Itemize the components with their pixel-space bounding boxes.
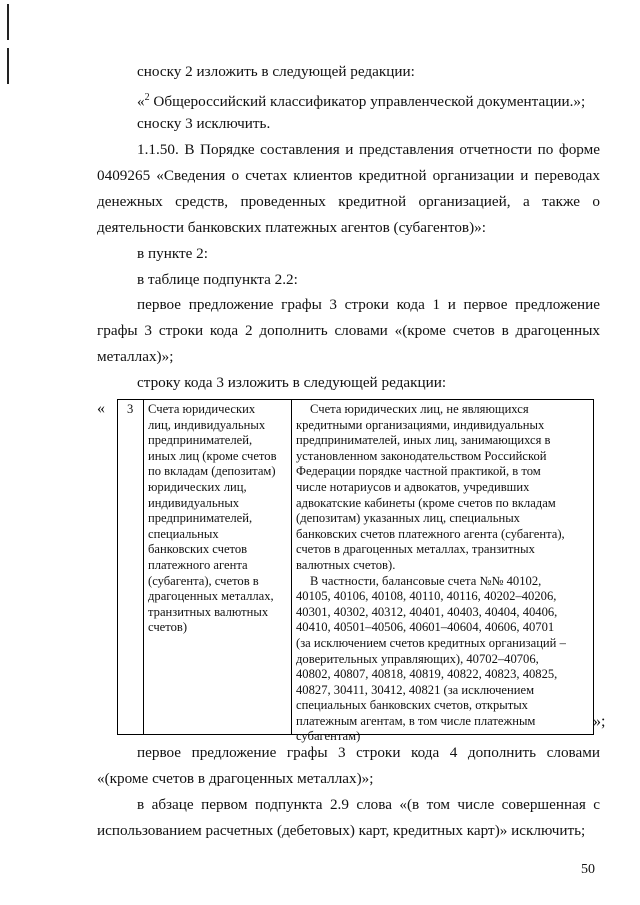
- open-quote: «: [137, 93, 145, 111]
- margin-bar-top: [7, 4, 9, 40]
- margin-bar-middle: [7, 48, 9, 84]
- table-cell-accounts: [296, 402, 588, 745]
- paragraph-9-line-2: «(кроме счетов в драгоценных металлах)»;: [97, 770, 374, 787]
- table-divider-1: [143, 400, 144, 734]
- code-table: [117, 399, 594, 744]
- footnote-text: Общероссийский классификатор управленческой документации.»;: [149, 93, 586, 111]
- table-open-quote: «: [97, 400, 105, 417]
- accounts-paragraph-1: Счета юридических лиц, не являющихся кредитными организациями, индивидуальных предпринимателей, иных лиц, занимающихся в установленном законодательством Российской Федерации порядке частной практикой, в том числе нотариусов и адвокатов, учредивших адвокатские кабинеты (кроме счетов по вкладам (депозитам) указанных лиц, специальных банковских счетов платежного агента (субагента), счетов в драгоценных металлах, транзитных валютных счетов).: [296, 402, 565, 572]
- accounts-paragraph-2: В частности, балансовые счета №№ 40102, 40105, 40106, 40108, 40110, 40116, 40202–40206, 40301, 40302, 40312, 40401, 40403, 40404, 40406, 40410, 40501–40506, 40601–40604, 40606, 40701 (за исключением счетов кредитных организаций – доверительных управляющих), 40702–40706, 40802, 40807, 40818, 40819, 40822, 40823, 40825, 40827, 30411, 30412, 40821 (за исключением специальных банковских счетов, открытых платежным агентам, в том числе платежным субагентам): [296, 573, 566, 744]
- paragraph-4-line-4: деятельности банковских платежных агентов (субагентов)»:: [97, 219, 486, 236]
- page-number: 50: [581, 862, 595, 877]
- footnote-mark: 2: [144, 92, 150, 103]
- table-divider-2: [291, 400, 292, 734]
- paragraph-4-line-3: денежных средств, проведенных кредитной организацией, а также о: [97, 193, 600, 210]
- paragraph-4-line-1: 1.1.50. В Порядке составления и представления отчетности по форме: [137, 141, 600, 158]
- paragraph-4-line-2: 0409265 «Сведения о счетах клиентов кредитной организации и переводах: [97, 167, 600, 184]
- paragraph-7-line-1: первое предложение графы 3 строки кода 1 и первое предложение: [137, 296, 600, 313]
- text-line-1: сноску 2 изложить в следующей редакции:: [137, 63, 415, 80]
- paragraph-7-line-3: металлах)»;: [97, 348, 174, 365]
- text-line-8: строку кода 3 изложить в следующей редакции:: [137, 374, 447, 391]
- text-line-5: в пункте 2:: [137, 245, 208, 262]
- paragraph-10-line-2: использованием расчетных (дебетовых) карт, кредитных карт)» исключить;: [97, 822, 586, 839]
- text-line-2: [137, 89, 585, 110]
- table-cell-description: [148, 402, 288, 636]
- table-close-quote: »;: [593, 713, 606, 730]
- paragraph-7-line-2: графы 3 строки кода 2 дополнить словами «(кроме счетов в драгоценных: [97, 322, 600, 339]
- table-cell-code: 3: [127, 402, 134, 416]
- paragraph-10-line-1: в абзаце первом подпункта 2.9 слова «(в том числе совершенная с: [137, 796, 600, 813]
- paragraph-9-line-1: первое предложение графы 3 строки кода 4 дополнить словами: [137, 744, 600, 761]
- text-line-6: в таблице подпункта 2.2:: [137, 271, 298, 288]
- description-text: Счета юридических лиц, индивидуальных предпринимателей, иных лиц (кроме счетов по вкладам (депозитам) юридических лиц, индивидуальных предпринимателей, специальных банковских счетов платежного агента (субагента), счетов в драгоценных металлах, транзитных валютных счетов): [148, 402, 277, 635]
- text-line-3: сноску 3 исключить.: [137, 115, 271, 132]
